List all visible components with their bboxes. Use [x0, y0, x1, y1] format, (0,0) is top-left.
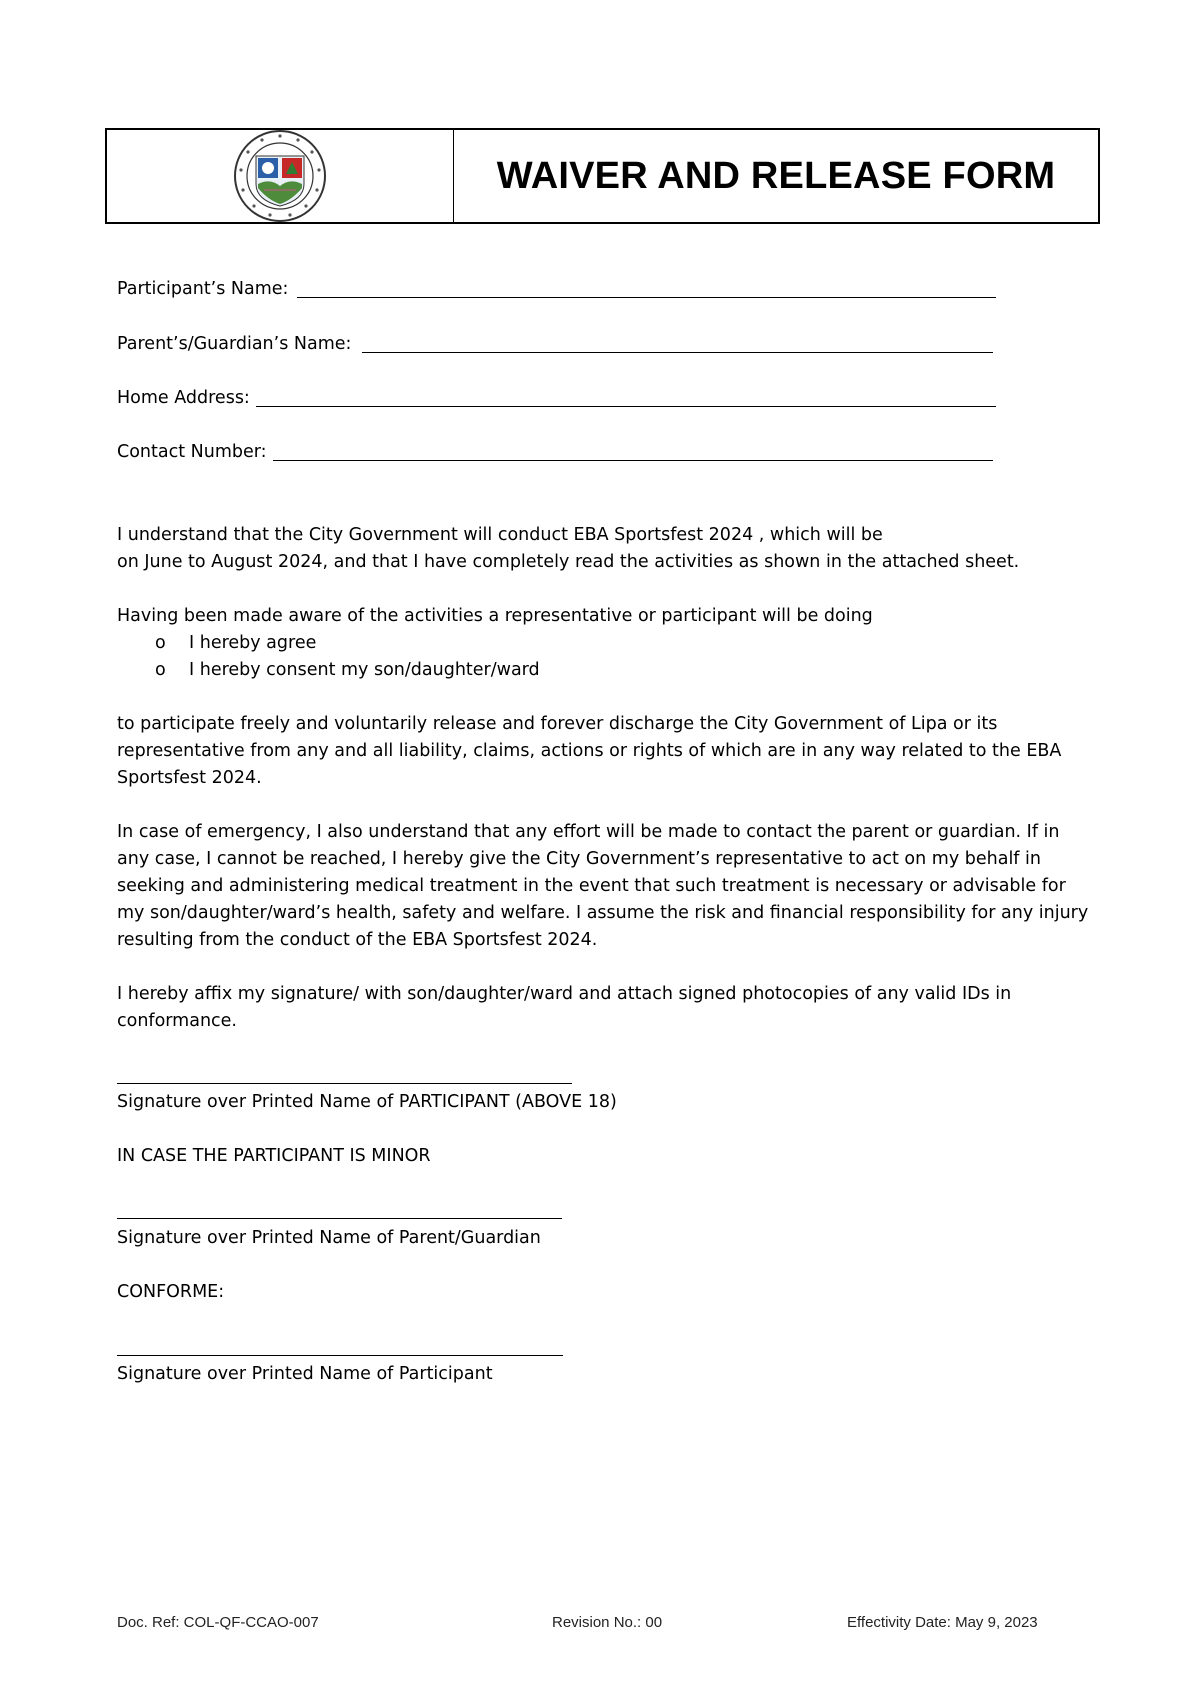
option-agree-label: I hereby agree — [189, 633, 317, 653]
home-address-field[interactable] — [256, 406, 996, 407]
release-paragraph — [117, 711, 1089, 792]
option-consent[interactable] — [155, 657, 540, 684]
conformance-paragraph — [117, 981, 1077, 1035]
release-text: to participate freely and voluntarily release and forever discharge the City Government of Lipa or its representative from any and all liability, claims, actions or rights of which are in any way related to the EBA Sportsfest 2024. — [117, 714, 1062, 788]
minor-participant-signature-line[interactable] — [117, 1355, 563, 1356]
bullet-icon: o — [155, 660, 166, 680]
activities-intro: Having been made aware of the activities a representative or participant will be doing — [117, 606, 873, 626]
statement-line-1: I understand that the City Government will conduct EBA Sportsfest 2024 , which will be — [117, 525, 883, 545]
participant-signature-line[interactable] — [117, 1083, 572, 1084]
bullet-icon: o — [155, 633, 166, 653]
guardian-name-label: Parent’s/Guardian’s Name: — [117, 334, 352, 354]
statement-line-2: on June to August 2024, and that I have completely read the activities as shown in the attached sheet. — [117, 552, 1020, 572]
conforme-heading: CONFORME: — [117, 1282, 225, 1302]
revision-number: Revision No.: 00 — [552, 1614, 663, 1631]
home-address-label: Home Address: — [117, 388, 250, 408]
emergency-paragraph — [117, 819, 1092, 954]
option-consent-label: I hereby consent my son/daughter/ward — [189, 660, 540, 680]
logo-cell — [107, 130, 454, 222]
title-cell — [454, 130, 1098, 222]
effectivity-date: Effectivity Date: May 9, 2023 — [847, 1614, 1038, 1631]
contact-number-field[interactable] — [273, 460, 993, 461]
guardian-name-field[interactable] — [362, 352, 993, 353]
form-header — [105, 128, 1100, 224]
participant-name-label: Participant’s Name: — [117, 279, 289, 299]
doc-ref: Doc. Ref: COL-QF-CCAO-007 — [117, 1614, 319, 1631]
participant-name-field[interactable] — [297, 297, 996, 298]
form-title: WAIVER AND RELEASE FORM — [496, 154, 1056, 197]
contact-number-label: Contact Number: — [117, 442, 267, 462]
minor-participant-signature-label: Signature over Printed Name of Participant — [117, 1364, 493, 1384]
minor-heading: IN CASE THE PARTICIPANT IS MINOR — [117, 1146, 431, 1166]
city-seal-logo — [232, 128, 328, 224]
conformance-text: I hereby affix my signature/ with son/daughter/ward and attach signed photocopies of any valid IDs in conformance. — [117, 984, 1012, 1031]
guardian-signature-line[interactable] — [117, 1218, 562, 1219]
participant-signature-label: Signature over Printed Name of PARTICIPANT (ABOVE 18) — [117, 1092, 617, 1112]
emergency-text: In case of emergency, I also understand that any effort will be made to contact the parent or guardian. If in any case, I cannot be reached, I hereby give the City Government’s representative to act on my behalf in seeking and administering medical treatment in the event that such treatment is necessary or advisable for my son/daughter/ward’s health, safety and welfare. I assume the risk and financial responsibility for any injury resulting from the conduct of the EBA Sportsfest 2024. — [117, 822, 1089, 950]
option-agree[interactable] — [155, 630, 316, 657]
guardian-signature-label: Signature over Printed Name of Parent/Guardian — [117, 1228, 541, 1248]
